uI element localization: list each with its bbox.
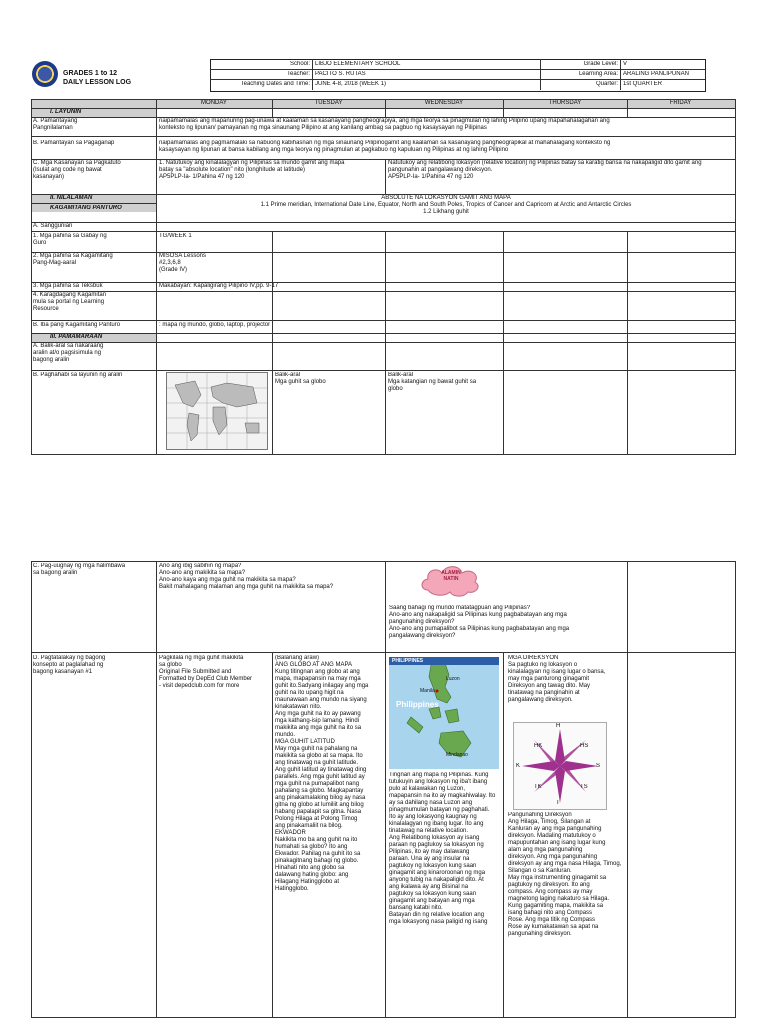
section-kagamitang-panturo: KAGAMITANG PANTURO (50, 205, 122, 211)
compass-n: H (556, 723, 561, 729)
dates-value: JUNE 4-8, 2018 (WEEK 1) (315, 81, 387, 87)
row-label-pamantayang-pangnilalaman: A. Pamantayang Pangnilalaman (33, 118, 78, 131)
nilalaman-text: ABSOLUTE NA LOKASYON GAMIT ANG MAPA 1.1 Prime meridian, International Date Line, Equator, North and South Poles, Tropics of Cancer and Capricorn at Arctic and Antarctic Circles 1.2 Likhang guhit (260, 195, 632, 215)
row-label-kasanayan: C. Mga Kasanayan sa Pagkatuto (Isulat ang code ng bawat kasanayan) (33, 160, 121, 180)
row-label-paghahabi: B. Paghahabi sa layunin ng aralin (33, 372, 123, 378)
day-friday: FRIDAY (669, 100, 692, 106)
phmap-label-mindanao: Mindanao (446, 752, 468, 758)
area-value: ARALING PANLIPUNAN (623, 71, 689, 77)
school-value: LIBJO ELEMENTARY SCHOOL (315, 61, 401, 67)
deped-seal-logo (32, 61, 58, 87)
day-thursday: THURSDAY (548, 100, 582, 106)
compass-e: S (596, 763, 601, 769)
row-text-kasanayan-2: Natutukoy ang relatibong lokasyon (relative location) ng Pilipinas batay sa karatig bansa na nakapaligid dito gamit ang pangunahin at pangalawang direksyon. AP5PLP-Ia- 1/Pahina 47 ng 120 (388, 160, 702, 180)
brand-line2: DAILY LESSON LOG (63, 79, 132, 86)
row-text-pamantayan-sa-pagaganap: naipamamalas ang pagmamalaki sa nabuong kabihasnan ng mga sinaunang Pilipinogamit ang kaalaman sa kasanayang pangheograpikal at mahahalagang konteksto ng kasaysayan ng lipunan at bansa kabilang ang mga teorya ng pinagmulan at pagkabuo ng kapuluan ng Pilipinas at ng lahing Pilipino (159, 140, 611, 153)
row-label-pag-uugnay: C. Pag-uugnay ng mga halimbawa sa bagong aralin (33, 563, 126, 576)
compass-ne: HS (580, 743, 589, 749)
row-label-balik-aral: A. Balik-aral sa nakaraang aralin at/o pagsisimula ng bagong aralin (33, 343, 104, 363)
section-nilalaman: II. NILALAMAN (50, 195, 93, 201)
quarter-label: Quarter: (595, 81, 618, 87)
row-label-pamantayan-sa-pagaganap: B. Pamantayan sa Pagaganap (33, 140, 115, 146)
grade-label: Grade Level: (583, 61, 618, 67)
row-label-iba-pang-kagamitan: B. Iba pang Kagamitang Panturo (33, 322, 121, 328)
kagamitang-mag-aaral-text: MISOSA Lessons #2,3,6,8 (Grade IV) (159, 253, 207, 273)
pag-uugnay-monday: Ano ang ibig sabihin ng mapa? Ano-ano ang makikita sa mapa? Ano-ano kaya ang mga guhit na makikita sa mapa? Bakit mahalagang malaman ang mga guhit na makikita sa mapa? (159, 563, 334, 590)
iba-pang-kagamitan-text: : mapa ng mundo, globo, laptop, projector (159, 322, 271, 328)
row-label-kagamitang-mag-aaral: 2. Mga pahina sa Kagamitang Pang-Mag-aaral (33, 253, 113, 266)
compass-s: T (556, 800, 560, 806)
teacher-label: Teacher: (286, 71, 310, 77)
phmap-label-manila: Manila (420, 688, 435, 694)
compass-se: TS (580, 784, 588, 790)
pagtatalakay-wednesday: Tingnan ang mapa ng Pilipinas. Kung tutukuyin ang lokasyon ng iba't ibang pulo at kalawakan ng Luzon, mapapansin na ito ay magkahiwalay. Ito ay sa dahilang nasa Luzon ang pinagmumulan batayan ng paghahati. Ito ay ang lokasyong kaugnay ng kinalalagyan ng ibang lugar. Ito ang tinatawag na relative location. Ang Relatibong lokasyon ay isang paraan ng pagtukoy sa lokasyon ng Pilipinas, ito ay may dalawang paraan. Una ay ang insular na pagtukoy ng lokasyon kung saan ginagamit ang kinaroroonan ng mga anyong tubig na nakapaligid dito. At ang ikalawa ay ang Bisinal na pagtukoy sa lokasyon kung saan ginagamit ang batayan ang mga bansang katabi nito. Batayan din ng relative location ang mga lokasyong nasa paligid ng isang (389, 772, 496, 925)
pag-uugnay-wednesday: Saang bahagi ng mundo matatagpuan ang Pilipinas? Ano-ano ang nakapaligid sa Pilipinas kung pagbabatayan ang mga pangunahing direksyon? Ano-ano ang pumapalibot sa Pilipinas kung pagbabatayan ang mga pangalawang direksyon? (389, 605, 570, 639)
paghahabi-tuesday: Balik-aral Mga guhit sa globo (275, 372, 326, 385)
section-pamamaraan: III. PAMAMARAAN (50, 334, 103, 340)
section-layunin: I. LAYUNIN (50, 109, 82, 115)
brand-line1: GRADES 1 to 12 (63, 70, 118, 77)
teksbuk-text: Makabayan: Kapaligirang Pilipino IV,pp. 9-17 (159, 283, 279, 289)
quarter-value: 1st QUARTER (623, 81, 662, 87)
grade-value: V (623, 61, 628, 67)
row-text-kasanayan-1: 1. Natutukoy ang kinalalagyan ng Pilipinas sa mundo gamit ang mapa batay sa "absolute location" nito (longhitude at latitude) AP5PLP-Ia- 1/Pahina 47 ng 120 (159, 160, 345, 180)
row-label-pagtatalakay: D. Pagtatalakay ng bagong konsepto at paglalahad ng bagong kasanayan #1 (33, 655, 106, 675)
row-label-sanggunian: A. Sanggunian (33, 223, 73, 229)
pangunahing-direksyon-text: Pangunahing Direksyon Ang Hilaga, Timog, Silangan at Kanluran ay ang mga pangunahing direksyon. Madaling matutukoy o mapupuntahan ang isang lugar kung alam ang mga pangunahing direksyon. Ang mga pangunahing direksyon ay ang mga nasa Hilaga, Timog, Silangan o sa Kanluran. May mga instrumenting ginagamit sa pagtukoy ng direksyon. Ito ang compass. Ang compass ay may magnetong laging nakaturo sa Hilaga. Kung gagamiting mapa, makikita sa isang bahagi nito ang Compass Rose. Ang mga titik ng Compass Rose ay kumakatawan sa apat na pangunahing direksyon. (508, 812, 622, 937)
lesson-table-page2 (31, 561, 736, 1018)
row-label-gabay-ng-guro: 1. Mga pahina sa Gabay ng Guro (33, 233, 107, 246)
area-label: Learning Area: (578, 71, 618, 77)
gabay-ng-guro-text: TG/WEEK 1 (159, 233, 192, 239)
row-label-teksbuk: 3. Mga pahina sa Teksbuk (33, 283, 103, 289)
compass-nw: HK (534, 743, 543, 749)
paghahabi-wednesday: Balik-aral Mga katangian ng bawat guhit sa globo (388, 372, 477, 392)
dates-label: Teaching Dates and Time: (240, 81, 310, 87)
row-text-pamantayang-pangnilalaman: naipamamalas ang mapanuring pag-unawa at kaalaman sa kasanayang pangheograpiya, ang mga teorya sa pinagmulan ng lahing Pilipino upang mapahahalagahan ang konteksto ng lipunan/ pamayanan ng mga sinaunang Pilipino at ang kanilang ambag sa pagbuo ng kasaysayan ng Pilipinas (159, 118, 610, 131)
day-monday: MONDAY (201, 100, 227, 106)
pagtatalakay-monday: Pagkilala ng mga guhit makikita sa globo Original File Submitted and Formatted by DepEd Club Member - visit depedclub.com for more (159, 655, 253, 689)
compass-w: K (516, 763, 521, 769)
phmap-label-luzon: Luzon (446, 676, 460, 682)
teacher-value: PACITO S. RUTAS (315, 71, 366, 77)
mga-direksyon-text: MGA DIREKSYON Sa pagtuko ng lokasyon o kinalalagyan ng isang lugar o bansa, may mga panturong ginagamit Direksyon ang tawag dito. May tinatawag na panginahin at pangalawang direksyon. (508, 655, 606, 703)
phmap-title: PHILIPPINES (392, 658, 424, 664)
day-tuesday: TUESDAY (314, 100, 343, 106)
compass-rose-image (513, 722, 607, 810)
alamin-natin-text: ALAMIN NATIN (441, 570, 461, 582)
school-label: School: (289, 61, 310, 67)
pagtatalakay-tuesday: (Balanang araw) ANG GLOBO AT ANG MAPA Kung titingnan ang globo at ang mapa, mapapansin na may mga guhit ito.Sadyang inilagay ang mga guhit na ito upang higit na maunawaan ang mundo na siyang kinakatawan nito. Ang mga guhit na ito ay pawang mga kathang-isip lamang. Hindi makikita ang mga guhit na ito sa mundo. MGA GUHIT LATITUD May mga guhit na pahalang na makikita sa globo at sa mapa. Ito ang tinatawag na guhit latitude. Ang guhit latitud ay tinatawag ding parallels. Ang mga guhit latitud ay mga guhit na pumapalibot nang pahalang sa globo. Magkapantay ang pinakamalaking bilog ay nasa gitna ng globo at lumiliit ang bilog habang papalapit sa gitna. Nasa Polong Hilaga at Polong Timog ang pinakamaliit na bilog. EKWADOR Nakikita mo ba ang guhit na ito humahati sa globo? Ito ang Ekwador. Pahilag na guhit ito sa pinakagitnang bahagi ng globo. Hinahati nito ang globo sa dalawang hating globo: ang Hilagang Hatingglobo at Hatingglobo. (275, 655, 369, 892)
phmap-label-philippines: Philippines (396, 700, 439, 709)
compass-sw: TK (534, 784, 542, 790)
world-map-image (166, 372, 268, 450)
day-wednesday: WEDNESDAY (424, 100, 464, 106)
row-label-karagdagang-kagamitan: 4. Karagdagang Kagamitan mula sa portal ng Learning Resource (33, 292, 107, 312)
